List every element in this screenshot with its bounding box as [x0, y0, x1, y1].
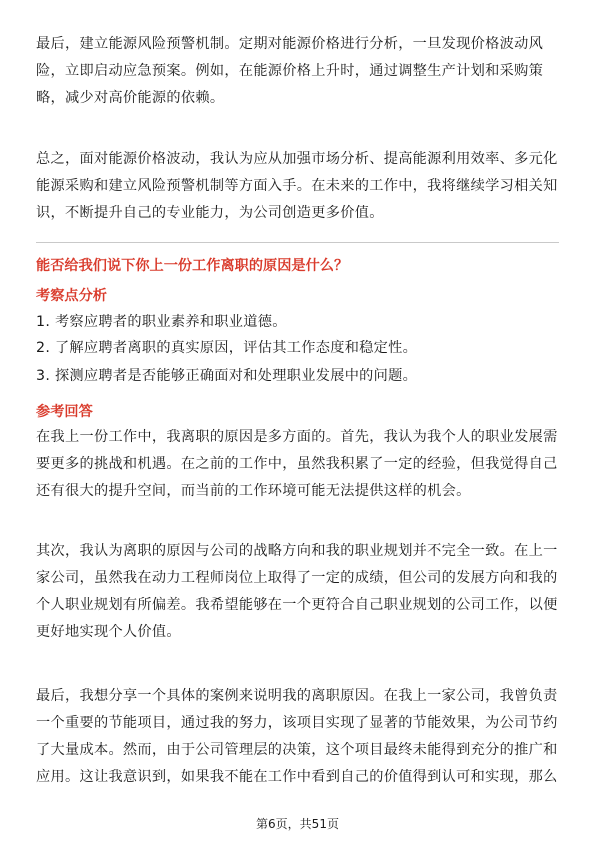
analysis-item: 1. 考察应聘者的职业素养和职业道德。 [36, 314, 287, 330]
page-indicator: 第6页，共51页 [256, 817, 339, 831]
analysis-item: 3. 探测应聘者是否能够正确面对和处理职业发展中的问题。 [36, 368, 418, 384]
answer-paragraph: 在我上一份工作中，我离职的原因是多方面的。首先，我认为我个人的职业发展需要更多的挑战和机遇。在之前的工作中，虽然我积累了一定的经验，但我觉得自己还有很大的提升空间，而当前的工作环境可能无法提供这样的机会。 [36, 429, 558, 499]
section-divider [36, 242, 559, 243]
answer-title: 参考回答 [36, 404, 93, 420]
analysis-title: 考察点分析 [36, 288, 107, 304]
paragraph-summary: 总之，面对能源价格波动，我认为应从加强市场分析、提高能源利用效率、多元化能源采购和建立风险预警机制等方面入手。在未来的工作中，我将继续学习相关知识，不断提升自己的专业能力，为公司创造更多价值。 [36, 151, 558, 221]
analysis-item: 2. 了解应聘者离职的真实原因，评估其工作态度和稳定性。 [36, 340, 418, 356]
interview-question: 能否给我们说下你上一份工作离职的原因是什么？ [36, 258, 349, 274]
answer-paragraph: 其次，我认为离职的原因与公司的战略方向和我的职业规划并不完全一致。在上一家公司，虽然我在动力工程师岗位上取得了一定的成绩，但公司的发展方向和我的个人职业规划有所偏差。我希望能够在一个更符合自己职业规划的公司工作，以便更好地实现个人价值。 [36, 543, 558, 640]
paragraph-risk-warning: 最后，建立能源风险预警机制。定期对能源价格进行分析，一旦发现价格波动风险，立即启动应急预案。例如，在能源价格上升时，通过调整生产计划和采购策略，减少对高价能源的依赖。 [36, 36, 544, 106]
answer-paragraph: 最后，我想分享一个具体的案例来说明我的离职原因。在我上一家公司，我曾负责一个重要的节能项目，通过我的努力，该项目实现了显著的节能效果，为公司节约了大量成本。然而，由于公司管理层的决策，这个项目最终未能得到充分的推广和应用。这让我意识到，如果我不能在工作中看到自己的价值得到认可和实现，那么 [36, 688, 558, 785]
